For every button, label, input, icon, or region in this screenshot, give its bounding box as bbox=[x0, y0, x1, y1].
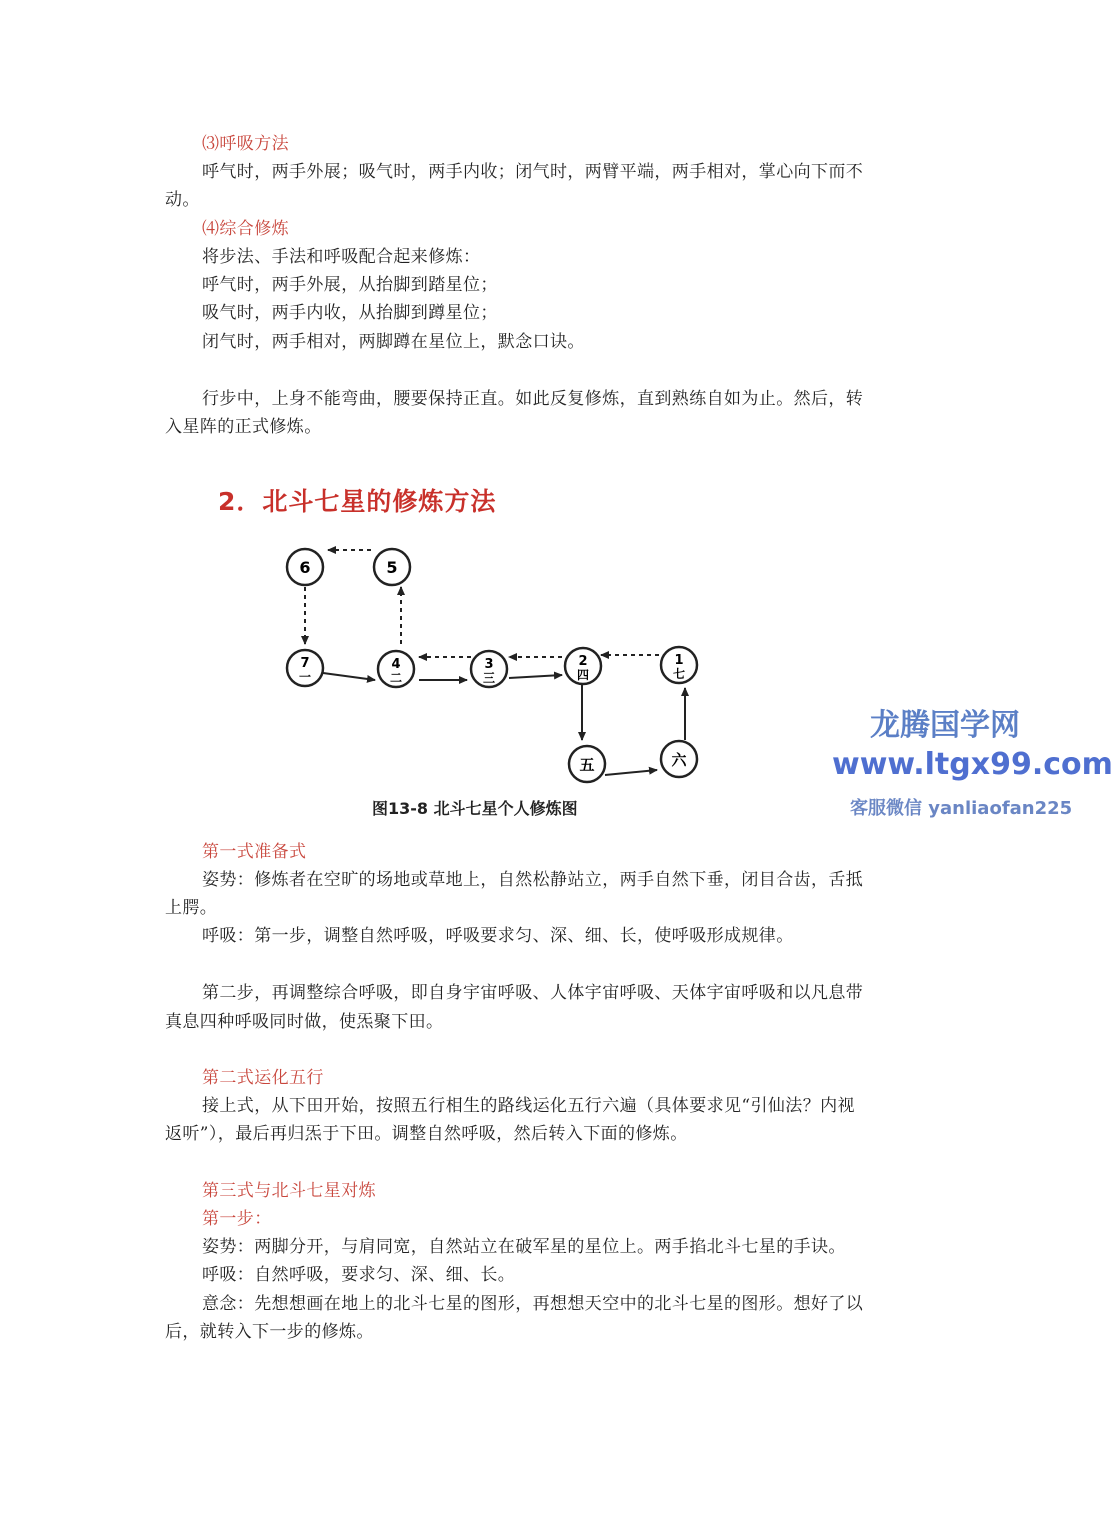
watermark-url: www.ltgx99.com bbox=[832, 747, 1113, 782]
form3-step-heading: 第一步： bbox=[202, 1209, 272, 1229]
paragraph-line: 闭气时，两手相对，两脚蹲在星位上，默念口诀。 bbox=[202, 332, 585, 352]
node-6 bbox=[287, 549, 323, 585]
paragraph-line: 呼气时，两手外展；吸气时，两手内收；闭气时，两臂平端，两手相对，掌心向下而不 bbox=[202, 162, 864, 182]
form3-heading: 第三式与北斗七星对炼 bbox=[202, 1181, 376, 1201]
node-4 bbox=[378, 651, 414, 687]
form1-heading: 第一式准备式 bbox=[202, 842, 307, 862]
paragraph-line: 第二步，再调整综合呼吸，即自身宇宙呼吸、人体宇宙呼吸、天体宇宙呼吸和以凡息带 bbox=[202, 983, 864, 1003]
svg-text:四: 四 bbox=[576, 668, 590, 682]
svg-text:7: 7 bbox=[300, 656, 310, 671]
svg-text:一: 一 bbox=[298, 670, 312, 684]
node-liu bbox=[661, 741, 697, 777]
form2-heading: 第二式运化五行 bbox=[202, 1068, 324, 1088]
paragraph-line: 上腭。 bbox=[165, 898, 218, 918]
svg-text:五: 五 bbox=[579, 756, 595, 774]
paragraph-line: 呼吸：自然呼吸，要求匀、深、细、长。 bbox=[202, 1265, 516, 1285]
paragraph-line: 吸气时，两手内收，从抬脚到蹲星位； bbox=[202, 303, 498, 323]
watermark-name: 龙腾国学网 bbox=[870, 708, 1020, 743]
svg-text:二: 二 bbox=[389, 671, 403, 685]
svg-text:1: 1 bbox=[674, 653, 684, 668]
svg-text:5: 5 bbox=[386, 558, 398, 577]
section-heading-breathing: ⑶呼吸方法 bbox=[202, 134, 289, 154]
watermark-contact: 客服微信 yanliaofan225 bbox=[850, 798, 1073, 819]
svg-text:3: 3 bbox=[484, 657, 494, 672]
paragraph-line: 行步中，上身不能弯曲，腰要保持正直。如此反复修炼，直到熟练自如为止。然后，转 bbox=[202, 389, 864, 409]
node-2 bbox=[565, 648, 601, 684]
svg-text:六: 六 bbox=[671, 751, 687, 769]
arrow-wu-to-liu bbox=[605, 770, 657, 775]
node-5 bbox=[374, 549, 410, 585]
paragraph-line: 姿势：两脚分开，与肩同宽，自然站立在破军星的星位上。两手掐北斗七星的手诀。 bbox=[202, 1237, 846, 1257]
big-dipper-diagram bbox=[195, 535, 735, 795]
node-7 bbox=[287, 650, 323, 686]
paragraph-line: 呼气时，两手外展，从抬脚到踏星位； bbox=[202, 275, 498, 295]
arrow-yi-to-er bbox=[323, 673, 375, 680]
section-heading-combined: ⑷综合修炼 bbox=[202, 219, 289, 239]
svg-text:七: 七 bbox=[672, 667, 686, 681]
section-title: 2．北斗七星的修炼方法 bbox=[218, 487, 497, 516]
paragraph-line: 动。 bbox=[165, 190, 200, 210]
arrow-san-to-si bbox=[509, 675, 562, 678]
paragraph-line: 真息四种呼吸同时做，使炁聚下田。 bbox=[165, 1012, 444, 1032]
svg-text:2: 2 bbox=[578, 654, 588, 669]
figure-caption: 图13-8 北斗七星个人修炼图 bbox=[372, 799, 578, 818]
node-1 bbox=[661, 647, 697, 683]
paragraph-line: 呼吸：第一步，调整自然呼吸，呼吸要求匀、深、细、长，使呼吸形成规律。 bbox=[202, 926, 794, 946]
svg-text:三: 三 bbox=[482, 671, 496, 685]
paragraph-line: 返听”），最后再归炁于下田。调整自然呼吸，然后转入下面的修炼。 bbox=[165, 1124, 688, 1144]
paragraph-line: 入星阵的正式修炼。 bbox=[165, 417, 322, 437]
svg-text:6: 6 bbox=[299, 558, 311, 577]
paragraph-line: 接上式，从下田开始，按照五行相生的路线运化五行六遍（具体要求见“引仙法？内视 bbox=[202, 1096, 855, 1116]
paragraph-line: 意念：先想想画在地上的北斗七星的图形，再想想天空中的北斗七星的图形。想好了以 bbox=[202, 1294, 864, 1314]
paragraph-line: 姿势：修炼者在空旷的场地或草地上，自然松静站立，两手自然下垂，闭目合齿，舌抵 bbox=[202, 870, 864, 890]
node-3 bbox=[471, 651, 507, 687]
paragraph-line: 后，就转入下一步的修炼。 bbox=[165, 1322, 374, 1342]
node-wu bbox=[569, 746, 605, 782]
paragraph-line: 将步法、手法和呼吸配合起来修炼： bbox=[202, 247, 481, 267]
svg-text:4: 4 bbox=[391, 657, 401, 672]
